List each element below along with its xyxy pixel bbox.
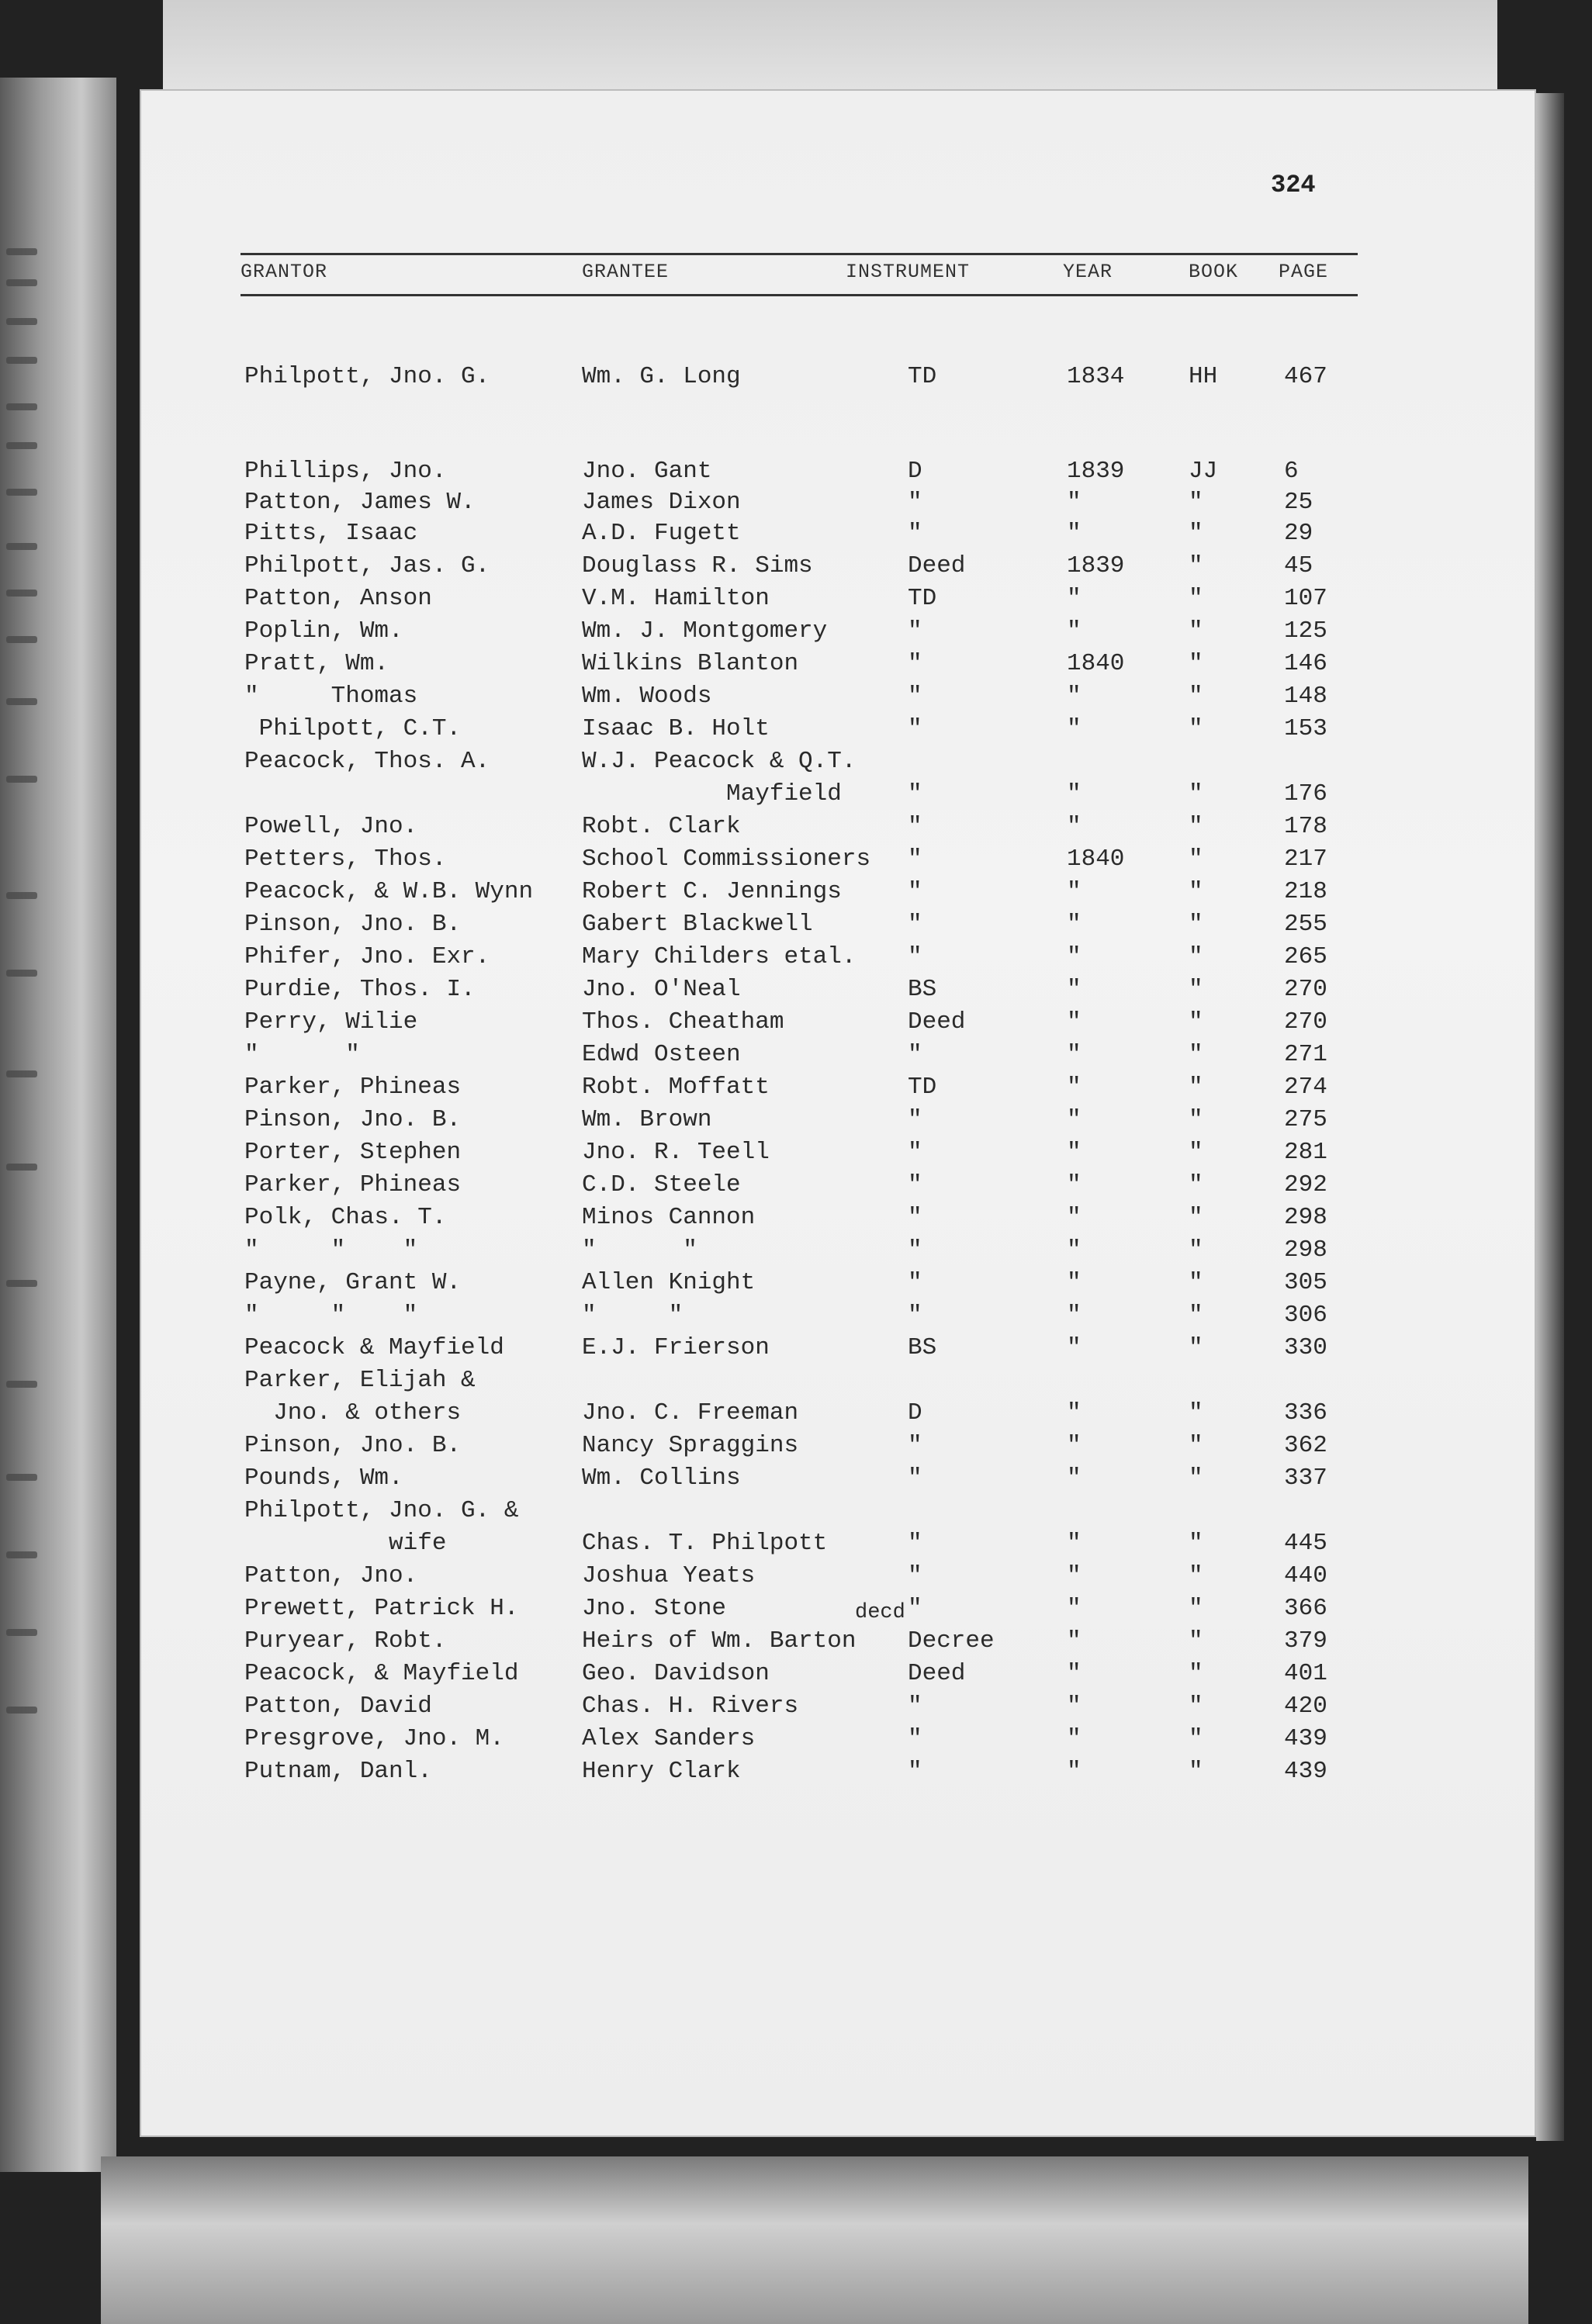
cell-grantee: Isaac B. Holt <box>582 715 770 742</box>
cell-page: 217 <box>1284 846 1327 873</box>
cell-page: 148 <box>1284 683 1327 710</box>
cell-page: 401 <box>1284 1660 1327 1687</box>
page-shadow <box>1536 93 1564 2141</box>
header-page: PAGE <box>1279 261 1329 283</box>
cell-instr: TD <box>908 363 937 390</box>
header-instrument: INSTRUMENT <box>846 261 971 283</box>
cell-instr: " <box>908 1302 922 1329</box>
cell-year: " <box>1067 1399 1082 1427</box>
cell-page: 439 <box>1284 1725 1327 1752</box>
cell-year: 1839 <box>1067 458 1125 485</box>
cell-year: " <box>1067 683 1082 710</box>
cell-page: 125 <box>1284 617 1327 645</box>
cell-instr: " <box>908 1758 922 1785</box>
cell-grantee: Robert C. Jennings <box>582 878 842 905</box>
cell-grantee: Nancy Spraggins <box>582 1432 799 1459</box>
header-year: YEAR <box>1063 261 1113 283</box>
cell-year: 1834 <box>1067 363 1125 390</box>
cell-grantee: Alex Sanders <box>582 1725 756 1752</box>
cell-page: 275 <box>1284 1106 1327 1133</box>
cell-book: " <box>1189 489 1203 516</box>
cell-instr: " <box>908 1595 922 1622</box>
cell-page: 336 <box>1284 1399 1327 1427</box>
cell-book: " <box>1189 520 1203 547</box>
cell-year: " <box>1067 1171 1082 1198</box>
cell-year: " <box>1067 1334 1082 1361</box>
cell-page: 255 <box>1284 911 1327 938</box>
cell-grantor: Phillips, Jno. <box>244 458 447 485</box>
cell-year: " <box>1067 1725 1082 1752</box>
cell-page: 439 <box>1284 1758 1327 1785</box>
cell-instr: Deed <box>908 552 966 579</box>
cell-book: " <box>1189 1758 1203 1785</box>
cell-book: " <box>1189 552 1203 579</box>
cell-page: 176 <box>1284 780 1327 808</box>
cell-grantee: Geo. Davidson <box>582 1660 770 1687</box>
cell-grantee: Wilkins Blanton <box>582 650 799 677</box>
cell-grantor: Jno. & others <box>244 1399 462 1427</box>
cell-instr: " <box>908 911 922 938</box>
cell-book: " <box>1189 1465 1203 1492</box>
cell-grantor: Phifer, Jno. Exr. <box>244 943 490 970</box>
cell-page: 445 <box>1284 1530 1327 1557</box>
cell-book: JJ <box>1189 458 1218 485</box>
cell-book: " <box>1189 650 1203 677</box>
cell-grantor: Puryear, Robt. <box>244 1627 447 1655</box>
cell-grantee: Robt. Clark <box>582 813 741 840</box>
cell-instr: " <box>908 1236 922 1264</box>
cell-book: " <box>1189 1204 1203 1231</box>
cell-book: " <box>1189 715 1203 742</box>
cell-instr: " <box>908 1465 922 1492</box>
cell-instr: " <box>908 1204 922 1231</box>
cell-year: " <box>1067 1074 1082 1101</box>
cell-page: 29 <box>1284 520 1313 547</box>
cell-book: " <box>1189 1041 1203 1068</box>
cell-year: 1840 <box>1067 650 1125 677</box>
cell-book: " <box>1189 1660 1203 1687</box>
cell-page: 292 <box>1284 1171 1327 1198</box>
cell-page: 420 <box>1284 1693 1327 1720</box>
cell-grantor: Patton, James W. <box>244 489 476 516</box>
cell-book: " <box>1189 943 1203 970</box>
cell-grantee: Jno. C. Freeman <box>582 1399 799 1427</box>
cell-instr: " <box>908 683 922 710</box>
cell-grantor: Perry, Wilie <box>244 1008 418 1036</box>
cell-grantor: Parker, Phineas <box>244 1171 462 1198</box>
cell-grantor: Pinson, Jno. B. <box>244 1432 462 1459</box>
cell-grantor: Pratt, Wm. <box>244 650 389 677</box>
cell-grantee: V.M. Hamilton <box>582 585 770 612</box>
cell-book: " <box>1189 617 1203 645</box>
cell-grantor: Philpott, Jas. G. <box>244 552 490 579</box>
cell-book: " <box>1189 1595 1203 1622</box>
cell-instr: BS <box>908 976 937 1003</box>
cell-instr: Decree <box>908 1627 995 1655</box>
cell-year: " <box>1067 617 1082 645</box>
cell-grantee: Robt. Moffatt <box>582 1074 770 1101</box>
cell-instr: " <box>908 1139 922 1166</box>
cell-grantee: Thos. Cheatham <box>582 1008 784 1036</box>
cell-book: " <box>1189 1171 1203 1198</box>
cell-book: " <box>1189 1693 1203 1720</box>
cell-instr: " <box>908 780 922 808</box>
cell-page: 274 <box>1284 1074 1327 1101</box>
cell-book: " <box>1189 1106 1203 1133</box>
cell-grantor: " " " <box>244 1236 418 1264</box>
cell-year: " <box>1067 585 1082 612</box>
cell-instr: " <box>908 650 922 677</box>
cell-page: 337 <box>1284 1465 1327 1492</box>
header-grantor: GRANTOR <box>241 261 328 283</box>
cell-grantee: Chas. H. Rivers <box>582 1693 799 1720</box>
cell-book: " <box>1189 1269 1203 1296</box>
cell-book: " <box>1189 1627 1203 1655</box>
cell-book: " <box>1189 1432 1203 1459</box>
cell-grantee: Mary Childers etal. <box>582 943 857 970</box>
cell-page: 330 <box>1284 1334 1327 1361</box>
cell-instr: " <box>908 943 922 970</box>
cell-book: " <box>1189 911 1203 938</box>
adjacent-page-edge <box>0 78 116 2172</box>
cell-instr: " <box>908 1725 922 1752</box>
cell-grantee: Wm. G. Long <box>582 363 741 390</box>
cell-grantee: Wm. J. Montgomery <box>582 617 828 645</box>
cell-instr: " <box>908 846 922 873</box>
cell-page: 467 <box>1284 363 1327 390</box>
cell-grantee: Wm. Brown <box>582 1106 712 1133</box>
cell-grantor: " " " <box>244 1302 418 1329</box>
cell-book: " <box>1189 1302 1203 1329</box>
cell-grantor: Powell, Jno. <box>244 813 418 840</box>
cell-grantor: " " <box>244 1041 360 1068</box>
cell-book: " <box>1189 846 1203 873</box>
cell-year: " <box>1067 1008 1082 1036</box>
cell-grantor: Pinson, Jno. B. <box>244 911 462 938</box>
cell-book: " <box>1189 1334 1203 1361</box>
cell-book: " <box>1189 585 1203 612</box>
cell-page: 362 <box>1284 1432 1327 1459</box>
cell-instr: D <box>908 458 922 485</box>
cell-page: 45 <box>1284 552 1313 579</box>
cell-year: " <box>1067 1041 1082 1068</box>
cell-instr: " <box>908 1530 922 1557</box>
cell-page: 107 <box>1284 585 1327 612</box>
cell-page: 440 <box>1284 1562 1327 1589</box>
cell-book: " <box>1189 813 1203 840</box>
cell-instr: " <box>908 1269 922 1296</box>
cell-grantor: Purdie, Thos. I. <box>244 976 476 1003</box>
bottom-background <box>101 2156 1528 2324</box>
cell-book: " <box>1189 1236 1203 1264</box>
cell-instr: " <box>908 1562 922 1589</box>
cell-year: " <box>1067 715 1082 742</box>
cell-year: " <box>1067 1758 1082 1785</box>
cell-year: " <box>1067 489 1082 516</box>
cell-grantor: Patton, Anson <box>244 585 432 612</box>
cell-page: 153 <box>1284 715 1327 742</box>
cell-page: 270 <box>1284 1008 1327 1036</box>
cell-instr: TD <box>908 1074 937 1101</box>
cell-book: " <box>1189 1562 1203 1589</box>
cell-year: " <box>1067 1106 1082 1133</box>
cell-instr: " <box>908 715 922 742</box>
cell-grantee: E.J. Frierson <box>582 1334 770 1361</box>
cell-grantee: Allen Knight <box>582 1269 756 1296</box>
cell-book: " <box>1189 878 1203 905</box>
cell-year: " <box>1067 1595 1082 1622</box>
cell-page: 298 <box>1284 1204 1327 1231</box>
cell-grantee: Jno. Gant <box>582 458 712 485</box>
cell-page: 298 <box>1284 1236 1327 1264</box>
cell-grantor: Parker, Phineas <box>244 1074 462 1101</box>
cell-book: " <box>1189 683 1203 710</box>
cell-grantor: Polk, Chas. T. <box>244 1204 447 1231</box>
cell-page: 305 <box>1284 1269 1327 1296</box>
cell-book: " <box>1189 1530 1203 1557</box>
cell-grantee: Jno. R. Teell <box>582 1139 770 1166</box>
cell-year: " <box>1067 813 1082 840</box>
cell-year: " <box>1067 1693 1082 1720</box>
cell-book: " <box>1189 1139 1203 1166</box>
cell-book: " <box>1189 1725 1203 1752</box>
cell-page: 271 <box>1284 1041 1327 1068</box>
cell-book: " <box>1189 976 1203 1003</box>
cell-year: " <box>1067 911 1082 938</box>
cell-grantee: Wm. Woods <box>582 683 712 710</box>
cell-year: " <box>1067 780 1082 808</box>
cell-grantee: " " <box>582 1302 684 1329</box>
cell-grantor: Patton, Jno. <box>244 1562 418 1589</box>
cell-instr: " <box>908 1693 922 1720</box>
cell-page: 281 <box>1284 1139 1327 1166</box>
cell-grantor: Philpott, C.T. <box>244 715 462 742</box>
page-number: 324 <box>1271 171 1316 199</box>
cell-book: HH <box>1189 363 1218 390</box>
cell-instr: " <box>908 520 922 547</box>
annotation-decd: decd <box>855 1601 905 1624</box>
cell-page: 25 <box>1284 489 1313 516</box>
cell-grantee: Mayfield <box>582 780 842 808</box>
cell-year: 1839 <box>1067 552 1125 579</box>
cell-grantee: Minos Cannon <box>582 1204 756 1231</box>
cell-year: " <box>1067 1204 1082 1231</box>
cell-grantor: Payne, Grant W. <box>244 1269 462 1296</box>
cell-instr: " <box>908 1041 922 1068</box>
cell-instr: Deed <box>908 1660 966 1687</box>
cell-grantee: James Dixon <box>582 489 741 516</box>
cell-grantor: Patton, David <box>244 1693 432 1720</box>
cell-grantor: Petters, Thos. <box>244 846 447 873</box>
cell-instr: " <box>908 489 922 516</box>
cell-grantee: Edwd Osteen <box>582 1041 741 1068</box>
cell-year: " <box>1067 1627 1082 1655</box>
cell-grantor: Presgrove, Jno. M. <box>244 1725 504 1752</box>
cell-grantor: Peacock & Mayfield <box>244 1334 504 1361</box>
cell-page: 306 <box>1284 1302 1327 1329</box>
cell-page: 270 <box>1284 976 1327 1003</box>
cell-grantee: Jno. O'Neal <box>582 976 741 1003</box>
cell-grantor: Philpott, Jno. G. <box>244 363 490 390</box>
cell-grantee: Joshua Yeats <box>582 1562 756 1589</box>
cell-page: 265 <box>1284 943 1327 970</box>
cell-page: 366 <box>1284 1595 1327 1622</box>
cell-grantee: School Commissioners <box>582 846 871 873</box>
cell-instr: D <box>908 1399 922 1427</box>
cell-year: " <box>1067 1660 1082 1687</box>
cell-year: " <box>1067 943 1082 970</box>
cell-year: " <box>1067 1236 1082 1264</box>
cell-year: " <box>1067 976 1082 1003</box>
cell-year: " <box>1067 1562 1082 1589</box>
cell-grantor: Peacock, Thos. A. <box>244 748 490 775</box>
cell-grantor: Putnam, Danl. <box>244 1758 432 1785</box>
cell-year: " <box>1067 1465 1082 1492</box>
cell-instr: " <box>908 813 922 840</box>
cell-year: 1840 <box>1067 846 1125 873</box>
cell-grantee: Chas. T. Philpott <box>582 1530 828 1557</box>
cell-year: " <box>1067 1269 1082 1296</box>
cell-grantee: W.J. Peacock & Q.T. <box>582 748 857 775</box>
cell-grantor: Poplin, Wm. <box>244 617 403 645</box>
cell-grantee: Gabert Blackwell <box>582 911 813 938</box>
cell-grantor: wife <box>244 1530 447 1557</box>
cell-page: 218 <box>1284 878 1327 905</box>
cell-instr: " <box>908 1171 922 1198</box>
cell-grantee: Jno. Stone <box>582 1595 727 1622</box>
cell-year: " <box>1067 520 1082 547</box>
cell-book: " <box>1189 1074 1203 1101</box>
cell-page: 178 <box>1284 813 1327 840</box>
cell-grantee: Wm. Collins <box>582 1465 741 1492</box>
column-header <box>241 253 1358 296</box>
cell-grantor: Pinson, Jno. B. <box>244 1106 462 1133</box>
cell-year: " <box>1067 878 1082 905</box>
cell-grantor: Prewett, Patrick H. <box>244 1595 519 1622</box>
cell-grantee: C.D. Steele <box>582 1171 741 1198</box>
cell-grantee: Douglass R. Sims <box>582 552 813 579</box>
cell-book: " <box>1189 780 1203 808</box>
cell-grantor: Pitts, Isaac <box>244 520 418 547</box>
cell-grantee: Henry Clark <box>582 1758 741 1785</box>
cell-grantor: Parker, Elijah & <box>244 1367 476 1394</box>
cell-instr: BS <box>908 1334 937 1361</box>
cell-instr: Deed <box>908 1008 966 1036</box>
cell-year: " <box>1067 1302 1082 1329</box>
cell-grantor: Peacock, & W.B. Wynn <box>244 878 534 905</box>
cell-grantor: Pounds, Wm. <box>244 1465 403 1492</box>
cell-instr: " <box>908 1432 922 1459</box>
cell-grantee: A.D. Fugett <box>582 520 741 547</box>
cell-book: " <box>1189 1008 1203 1036</box>
cell-year: " <box>1067 1139 1082 1166</box>
header-grantee: GRANTEE <box>582 261 670 283</box>
cell-grantee: Heirs of Wm. Barton <box>582 1627 857 1655</box>
cell-instr: " <box>908 1106 922 1133</box>
cell-page: 6 <box>1284 458 1299 485</box>
cell-page: 379 <box>1284 1627 1327 1655</box>
cell-instr: TD <box>908 585 937 612</box>
cell-year: " <box>1067 1432 1082 1459</box>
cell-grantor: Peacock, & Mayfield <box>244 1660 519 1687</box>
cell-grantor: Porter, Stephen <box>244 1139 462 1166</box>
cell-page: 146 <box>1284 650 1327 677</box>
cell-grantor: Philpott, Jno. G. & <box>244 1497 519 1524</box>
cell-book: " <box>1189 1399 1203 1427</box>
header-book: BOOK <box>1189 261 1239 283</box>
cell-year: " <box>1067 1530 1082 1557</box>
cell-grantor: " Thomas <box>244 683 418 710</box>
cell-instr: " <box>908 878 922 905</box>
cell-grantee: " " <box>582 1236 697 1264</box>
cell-instr: " <box>908 617 922 645</box>
